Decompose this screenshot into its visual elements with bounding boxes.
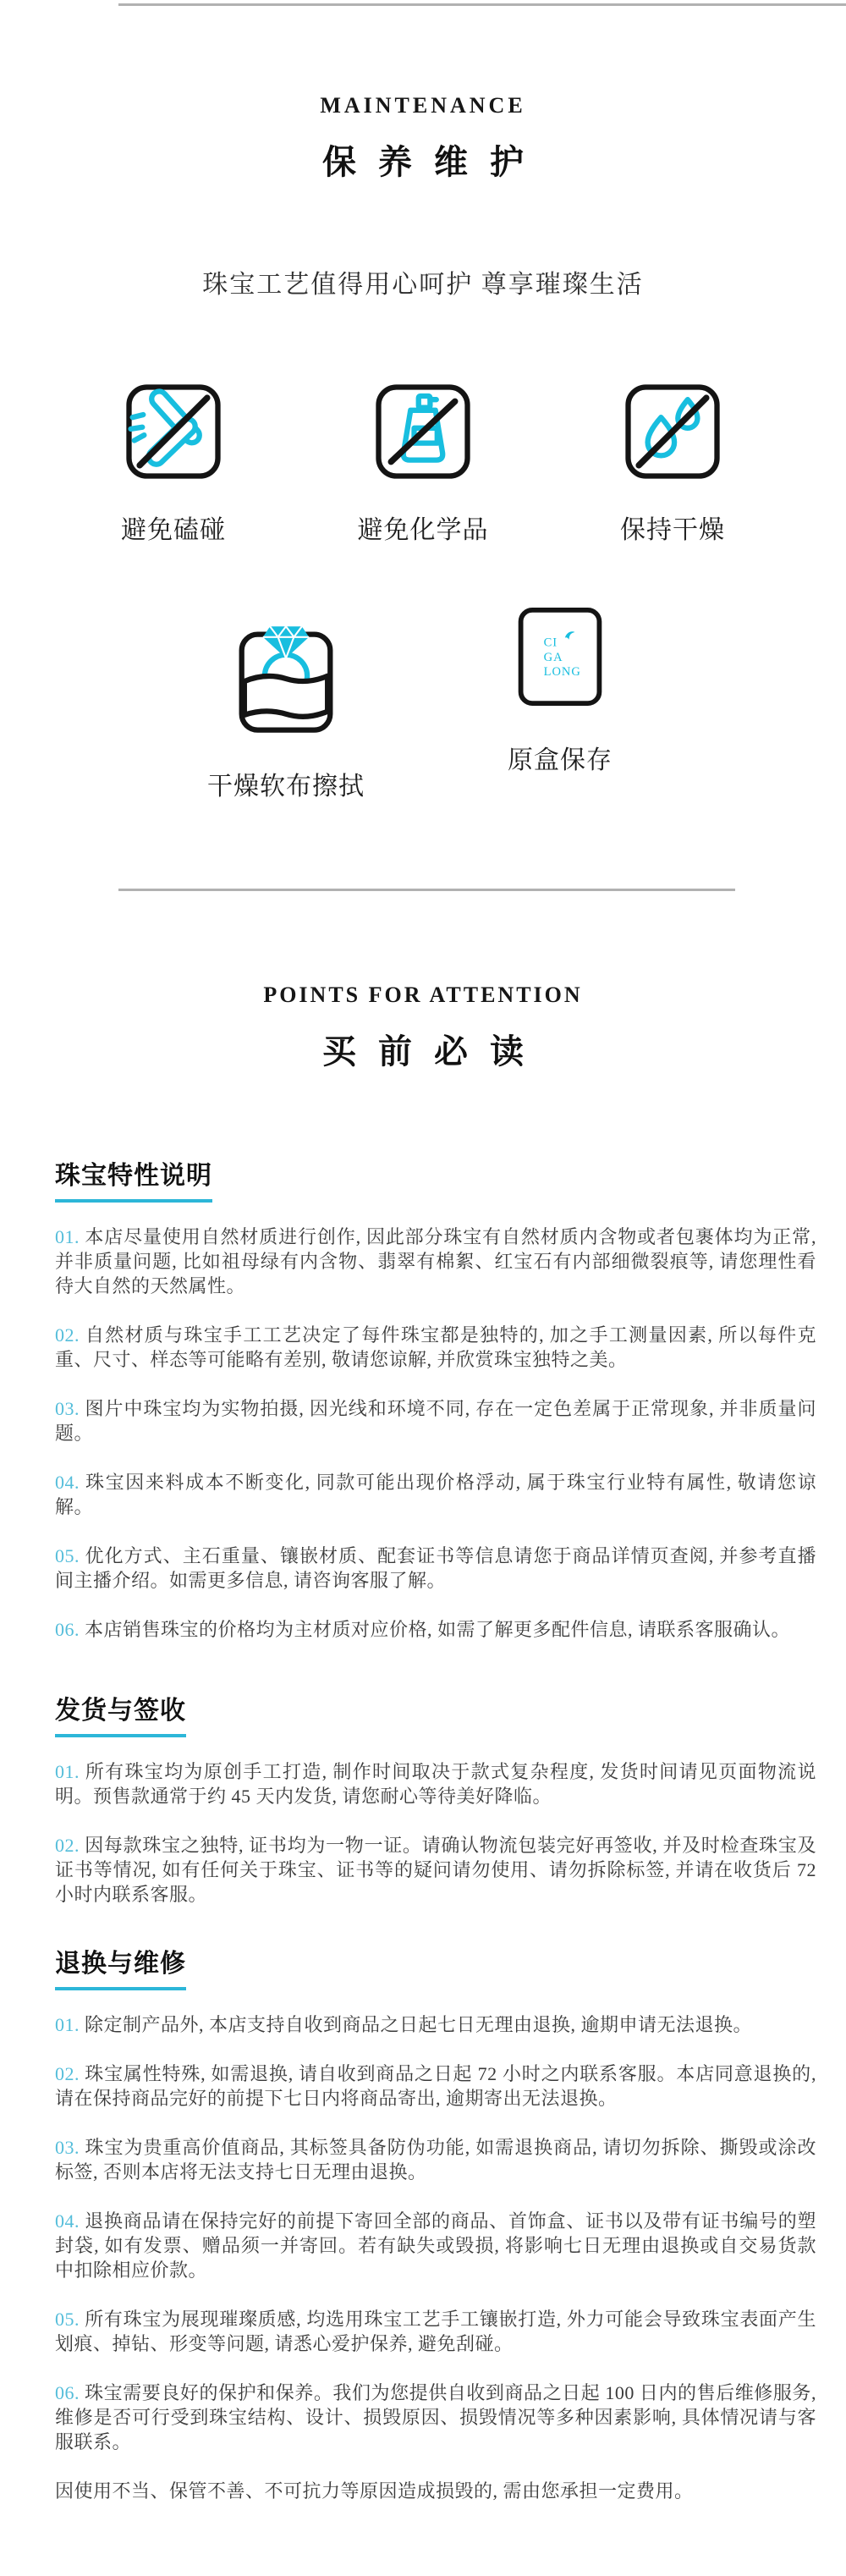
attention-eyebrow: POINTS FOR ATTENTION	[263, 983, 583, 1007]
note-number: 01.	[55, 2014, 80, 2035]
diamond-shape	[263, 626, 309, 658]
attention-title: 买前必读	[322, 1032, 546, 1071]
care-item-soft-cloth	[193, 603, 379, 802]
note-text: 优化方式、主石重量、镶嵌材质、配套证书等信息请您于商品详情页查阅, 并参考直播间主播介绍。如需更多信息, 请咨询客服了解。	[55, 1545, 816, 1591]
maintenance-eyebrow: MAINTENANCE	[320, 93, 526, 118]
note-number: 02.	[55, 2063, 80, 2084]
note-footnote: 因使用不当、保管不善、不可抗力等原因造成损毁的, 需由您承担一定费用。	[55, 2480, 694, 2502]
note-text: 珠宝属性特殊, 如需退换, 请自收到商品之日起 72 小时之内联系客服。本店同意退换的, 请在保持商品完好的前提下七日内将商品寄出, 逾期寄出无法退换。	[55, 2063, 816, 2109]
care-label: 避免化学品	[357, 516, 489, 544]
note-item	[55, 1396, 816, 1445]
group-title: 发货与签收	[55, 1697, 186, 1737]
note-number: 03.	[55, 2137, 80, 2158]
note-text: 珠宝为贵重高价值商品, 其标签具备防伪功能, 如需退换商品, 请切勿拆除、撕毁或涂改标签, 否则本店将无法支持七日无理由退换。	[55, 2137, 816, 2182]
care-icons-row-2	[0, 603, 846, 802]
brand-line-1: CI	[543, 636, 558, 650]
care-label: 保持干燥	[620, 516, 725, 544]
note-text: 因每款珠宝之独特, 证书均为一物一证。请确认物流包装完好再签收, 并及时检查珠宝及证书等情况, 如有任何关于珠宝、证书等的疑问请勿使用、请勿拆除标签, 并请在收货后 72 小时内联系客服。	[55, 1835, 816, 1905]
note-text: 所有珠宝为展现璀璨质感, 均选用珠宝工艺手工镶嵌打造, 外力可能会导致珠宝表面产生划痕、掉钻、形变等问题, 请悉心爱护保养, 避免刮碰。	[55, 2309, 816, 2354]
attention-section	[0, 984, 846, 2503]
maintenance-subtitle: 珠宝工艺值得用心呵护 尊享璀璨生活	[202, 271, 644, 299]
note-item	[55, 1225, 816, 1298]
care-item-keep-dry	[588, 378, 757, 546]
note-number: 05.	[55, 1545, 80, 1566]
care-label: 干燥软布擦拭	[207, 773, 365, 801]
note-number: 01.	[55, 1226, 80, 1247]
note-group-shipping-receipt	[55, 1666, 816, 1907]
note-item	[55, 1323, 816, 1372]
group-title: 退换与维修	[55, 1950, 186, 1990]
care-label: 原盒保存	[508, 746, 613, 774]
note-number: 05.	[55, 2309, 80, 2330]
dry-soft-cloth-icon	[228, 603, 343, 736]
keep-dry-icon	[619, 378, 726, 485]
note-number: 04.	[55, 2210, 80, 2232]
note-item	[55, 2135, 816, 2184]
note-number: 02.	[55, 1835, 80, 1856]
note-item	[55, 1617, 816, 1642]
cloth-shape	[244, 676, 327, 717]
care-item-avoid-chemicals	[338, 378, 508, 546]
avoid-knock-icon	[120, 378, 227, 485]
note-group-returns-repairs	[55, 1931, 816, 2503]
care-item-original-box	[467, 603, 653, 776]
impact-sparks	[131, 415, 145, 440]
care-icons-row-1	[0, 378, 846, 546]
section-divider	[118, 889, 735, 891]
bird-icon	[565, 631, 575, 639]
note-item	[55, 1759, 816, 1808]
maintenance-section	[0, 95, 846, 802]
care-label: 避免磕碰	[121, 516, 226, 544]
note-text: 自然材质与珠宝手工工艺决定了每件珠宝都是独特的, 加之手工测量因素, 所以每件克重、尺寸、样态等可能略有差别, 敬请您谅解, 并欣赏珠宝独特之美。	[55, 1324, 816, 1370]
original-box-icon	[511, 603, 609, 710]
note-number: 03.	[55, 1398, 80, 1419]
note-item	[55, 2012, 816, 2037]
note-number: 06.	[55, 1619, 80, 1640]
brand-line-2: GA	[543, 650, 563, 664]
maintenance-title: 保养维护	[322, 143, 546, 181]
note-text: 本店销售珠宝的价格均为主材质对应价格, 如需了解更多配件信息, 请联系客服确认。	[85, 1619, 791, 1640]
note-item	[55, 1833, 816, 1907]
note-text: 珠宝需要良好的保护和保养。我们为您提供自收到商品之日起 100 日内的售后维修服务, 维修是否可行受到珠宝结构、设计、损毁原因、损毁情况等多种因素影响, 具体情况请与客服联系。	[55, 2382, 816, 2452]
note-text: 退换商品请在保持完好的前提下寄回全部的商品、首饰盒、证书以及带有证书编号的塑封袋, 如有发票、赠品须一并寄回。若有缺失或毁损, 将影响七日无理由退换或自交易货款中扣除相应价款。	[55, 2210, 816, 2281]
note-item	[55, 2209, 816, 2282]
top-divider	[118, 3, 846, 6]
note-item	[55, 2307, 816, 2356]
avoid-chemicals-icon	[370, 378, 476, 485]
note-number: 04.	[55, 1472, 80, 1493]
note-group-jewelry-characteristics	[55, 1071, 816, 1642]
note-text: 所有珠宝均为原创手工打造, 制作时间取决于款式复杂程度, 发货时间请见页面物流说明。预售款通常于约 45 天内发货, 请您耐心等待美好降临。	[55, 1761, 816, 1807]
note-item	[55, 1470, 816, 1519]
note-text: 本店尽量使用自然材质进行创作, 因此部分珠宝有自然材质内含物或者包裹体均为正常, 并非质量问题, 比如祖母绿有内含物、翡翠有棉絮、红宝石有内部细微裂痕等, 请您理性看待大自然的天然属性。	[55, 1226, 816, 1296]
note-item	[55, 1544, 816, 1593]
brand-line-3: LONG	[543, 665, 581, 680]
group-title: 珠宝特性说明	[55, 1162, 212, 1203]
note-number: 06.	[55, 2382, 80, 2403]
care-item-avoid-knock	[89, 378, 258, 546]
note-number: 02.	[55, 1324, 80, 1346]
note-number: 01.	[55, 1761, 80, 1782]
notes-container	[0, 1071, 846, 2503]
note-item	[55, 2381, 816, 2454]
note-text: 珠宝因来料成本不断变化, 同款可能出现价格浮动, 属于珠宝行业特有属性, 敬请您谅解。	[55, 1472, 816, 1517]
note-text: 图片中珠宝均为实物拍摄, 因光线和环境不同, 存在一定色差属于正常现象, 并非质量问题。	[55, 1398, 816, 1444]
note-item	[55, 2061, 816, 2111]
note-text: 除定制产品外, 本店支持自收到商品之日起七日无理由退换, 逾期申请无法退换。	[85, 2014, 753, 2035]
